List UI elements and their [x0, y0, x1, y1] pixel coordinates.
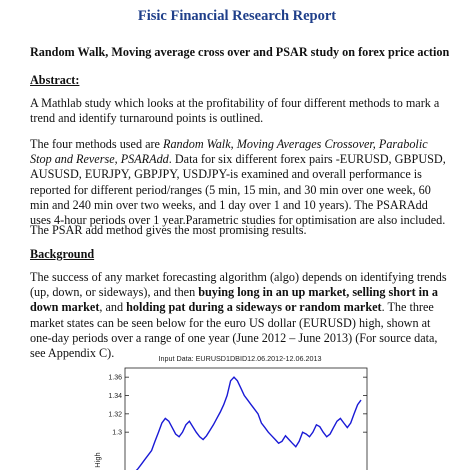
background-text-1: The success of any market forecasting algorithm (algo) depends on identifying trends (up, down, or sideways), and then — [30, 270, 447, 300]
background-text-3: . The three market states can be seen below for the euro US dollar (EURUSD) high, shown at one-day periods over a range of one year (June 2012 – June 2013) (For source data, see Appendix C). — [30, 300, 438, 361]
y-tick-label: 1.3 — [112, 429, 122, 437]
chart-title: Input Data: EURUSD1DBID12.06.2012-12.06.2013 — [158, 354, 322, 363]
background-paragraph — [30, 270, 450, 361]
chart-svg — [90, 352, 390, 470]
plot-frame — [125, 368, 367, 470]
abstract-paragraph-2 — [30, 137, 450, 228]
abstract-paragraph-1: A Mathlab study which looks at the profitability of four different methods to mark a trend and identify turnaround points is outlined. — [30, 96, 440, 126]
report-title: Fisic Financial Research Report — [137, 8, 337, 24]
y-tick-label: 1.32 — [108, 411, 122, 419]
abstract-paragraph-3: The PSAR add method gives the most promising results. — [30, 223, 307, 237]
methods-list: Random Walk, Moving Averages Crossover, Parabolic Stop and Reverse, PSARAdd — [30, 137, 428, 167]
background-heading: Background — [30, 247, 95, 261]
series-line-eurusd-high — [131, 377, 361, 470]
y-axis-ticks — [108, 375, 367, 437]
eurusd-chart — [90, 352, 390, 470]
abstract-p2-text-2: . Data for six different forex pairs -EURUSD, GBPUSD, AUSUSD, EURJPY, GBPJPY, USDJPY-is examined and overall performance is reported for different period/ranges (5 min, 15 min, and 30 min over one week, 60 min and 240 min over two weeks, and 1 day over 1 and 10 years). The PSARAdd uses 4-hour periods over 1 year.Parametric studies for optimisation are also included. — [30, 152, 446, 228]
y-tick-label: 1.36 — [108, 374, 122, 382]
document-title: Random Walk, Moving average cross over and PSAR study on forex price action — [30, 45, 450, 59]
background-bold-1: buying long in an up market, selling short in a down market — [30, 285, 438, 315]
abstract-heading: Abstract: — [30, 73, 80, 87]
background-bold-2: holding pat during a sideways or random market — [126, 300, 382, 315]
y-axis-label: High — [93, 452, 102, 468]
background-text-2: , and — [99, 300, 127, 315]
y-tick-label: 1.34 — [108, 393, 122, 400]
abstract-p2-text-1: The four methods used are — [30, 137, 164, 151]
